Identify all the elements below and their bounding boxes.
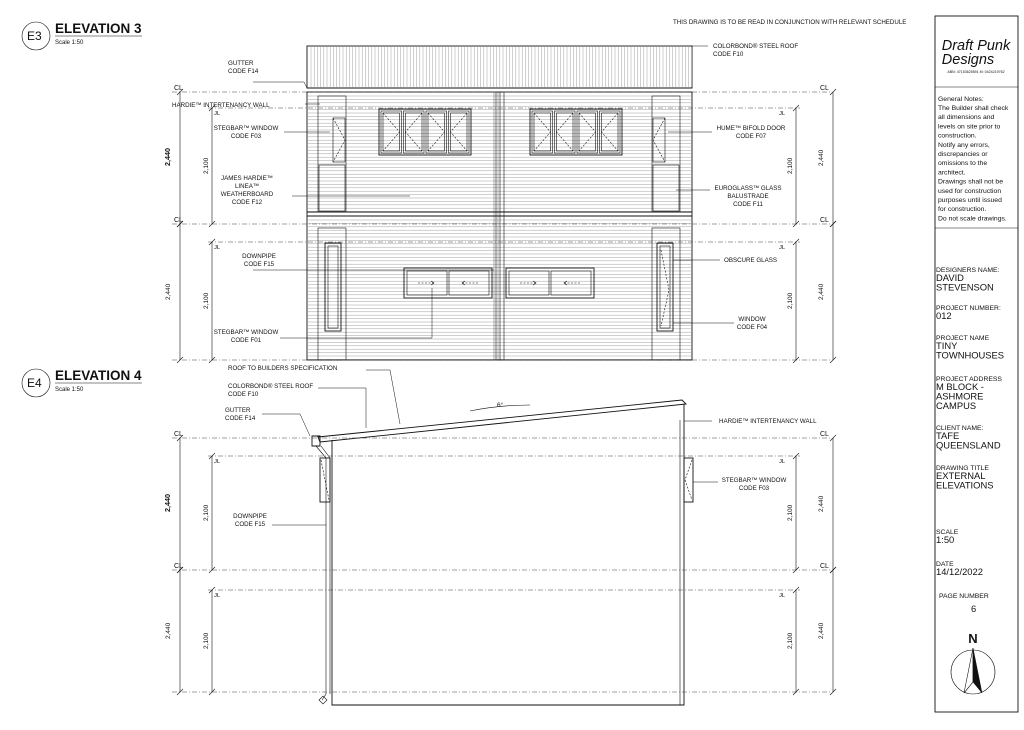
e4-wall: [332, 404, 684, 705]
e4-downpipe: [316, 446, 326, 700]
e3-label-weatherboard: LINEA™: [234, 183, 260, 190]
e3-level-cl-right: CL: [820, 85, 829, 92]
e3-dim-storey: 2,440: [818, 283, 825, 300]
project-address-value: ASHMORE: [936, 390, 984, 402]
e3-label-stegbar-upper: CODE F03: [230, 133, 262, 140]
elevation-3: [22, 21, 836, 363]
project-name-label: PROJECT NAME: [936, 335, 990, 342]
e3-stegbar-upper-right: [653, 118, 665, 162]
e4-gutter: [312, 436, 320, 446]
general-note-line: Drawings shall not be: [938, 178, 1003, 186]
schedule-notice: THIS DRAWING IS TO BE READ IN CONJUNCTION WITH RELEVANT SCHEDULE: [673, 19, 907, 26]
general-note-line: Notify any errors,: [938, 141, 990, 149]
e4-dim-storey: 2,440: [818, 495, 825, 512]
e4-stegbar-window-right: [684, 458, 693, 502]
client-name-value: TAFE: [936, 430, 960, 441]
north-arrow-icon: [951, 648, 995, 694]
e3-label-balustrade: CODE F11: [733, 201, 763, 208]
designer-name-label: DESIGNERS NAME:: [936, 267, 1000, 274]
e4-level-cl-right: CL: [820, 563, 829, 570]
drawing-title-value: EXTERNAL: [936, 470, 986, 481]
e3-dim-storey: 2,440: [163, 148, 172, 166]
general-note-line: used for construction: [938, 187, 1002, 195]
notes-heading: General Notes:: [938, 96, 984, 103]
e3-label-downpipe: DOWNPIPE: [242, 253, 276, 260]
e3-label-stegbar-lower: CODE F01: [230, 337, 262, 344]
e4-dim-window-head: 2,100: [203, 504, 210, 521]
scale-value: 1:50: [936, 534, 955, 545]
client-name-value: QUEENSLAND: [936, 439, 1001, 451]
e3-wall: [307, 92, 692, 360]
e4-label-gutter: GUTTER: [225, 407, 251, 414]
e3-label-gutter: GUTTER: [228, 60, 254, 67]
e4-level-jl-right: JL: [779, 459, 786, 465]
e3-sliding-window-right: [506, 268, 594, 298]
e4-level-jl-right: JL: [779, 593, 786, 599]
north-letter: N: [968, 631, 978, 646]
client-name-label: CLIENT NAME:: [936, 425, 984, 432]
e3-label-window-f04: WINDOW: [738, 316, 766, 323]
logo-line-1: Draft Punk: [941, 38, 1011, 54]
general-note-line: for construction.: [938, 206, 987, 214]
drawing-title-value: ELEVATIONS: [936, 479, 994, 491]
elevation-4: [22, 365, 836, 705]
general-note-line: Do not scale drawings.: [938, 215, 1007, 223]
e3-label-obscure-glass: OBSCURE GLASS: [724, 257, 777, 264]
e3-label-weatherboard: WEATHERBOARD: [220, 191, 274, 198]
e4-label-roof: COLORBOND® STEEL ROOF: [228, 383, 314, 390]
e4-label-stegbar: CODE F03: [738, 485, 770, 492]
e4-level-jl-left: JL: [214, 593, 221, 599]
e4-level-cl-right: CL: [820, 431, 829, 438]
e3-obscure-window-right: [657, 243, 673, 331]
e4-label-roof-spec: ROOF TO BUILDERS SPECIFICATION: [228, 365, 338, 372]
e3-label-roof: COLORBOND® STEEL ROOF: [713, 43, 799, 50]
e3-dim-storey: 2,440: [165, 283, 172, 300]
e3-bifold-door-right: [530, 109, 622, 155]
elevation-4-scale: Scale 1:50: [55, 387, 84, 393]
designer-name-value: STEVENSON: [936, 281, 994, 293]
elevation-3-scale: Scale 1:50: [55, 40, 84, 46]
general-note-line: levels on site prior to: [938, 123, 1001, 131]
e3-level-jl-left: JL: [214, 245, 221, 251]
e3-stegbar-lower-left: [325, 243, 341, 331]
project-number-value: 012: [936, 310, 952, 321]
e3-balustrade-right: [653, 165, 679, 211]
e3-label-window-f04: CODE F04: [736, 324, 768, 331]
e4-level-cl-left: CL: [174, 563, 183, 570]
project-number-label: PROJECT NUMBER:: [936, 305, 1001, 312]
e3-level-cl-left: CL: [174, 217, 183, 224]
e3-level-jl-left: JL: [214, 111, 221, 117]
drawing-title-label: DRAWING TITLE: [936, 465, 989, 472]
e3-dim-storey: 2,440: [818, 149, 825, 166]
e3-label-downpipe: CODE F15: [243, 261, 275, 268]
e3-sliding-window-left: [404, 268, 492, 298]
e3-balustrade-left: [319, 165, 345, 211]
e3-label-weatherboard: CODE F12: [231, 199, 263, 206]
e4-label-downpipe: CODE F15: [234, 521, 266, 528]
e4-dim-window-head: 2,100: [787, 632, 794, 649]
e3-level-cl-right: CL: [820, 217, 829, 224]
project-address-value: M BLOCK -: [936, 381, 984, 392]
general-note-line: omissions to the: [938, 160, 988, 168]
e4-label-stegbar: STEGBAR™ WINDOW: [721, 477, 787, 484]
general-note-line: The Builder shall check: [938, 105, 1009, 112]
e4-label-roof: CODE F10: [228, 391, 259, 398]
e4-label-intertenancy-wall: HARDIE™ INTERTENANCY WALL: [719, 418, 817, 425]
e3-label-roof: CODE F10: [713, 51, 744, 58]
e4-dim-window-head: 2,100: [203, 632, 210, 649]
e4-dim-storey: 2,440: [163, 494, 172, 512]
e3-stegbar-upper-left: [333, 118, 345, 162]
e3-label-bifold-door: HUME™ BIFOLD DOOR: [716, 125, 786, 132]
general-note-line: construction.: [938, 132, 977, 140]
page-number-value: 6: [971, 603, 977, 614]
logo-abn: ABN: 47153625591 M: 0424219762: [947, 70, 1005, 74]
general-note-line: architect.: [938, 169, 966, 177]
project-address-value: CAMPUS: [936, 400, 977, 411]
scale-label: SCALE: [936, 529, 959, 536]
e4-dim-window-head: 2,100: [787, 504, 794, 521]
designer-name-value: DAVID: [936, 272, 964, 283]
e4-label-gutter: CODE F14: [225, 415, 256, 422]
elevation-3-code: E3: [27, 29, 42, 43]
e3-label-balustrade: BALUSTRADE: [727, 193, 769, 200]
title-block: [935, 16, 1018, 712]
general-note-line: all dimensions and: [938, 114, 995, 122]
e3-label-intertenancy-wall: HARDIE™ INTERTENANCY WALL: [172, 102, 270, 109]
e4-stegbar-window-left: [320, 458, 330, 502]
e3-level-jl-right: JL: [779, 111, 786, 117]
elevation-4-code: E4: [27, 376, 42, 390]
e3-label-stegbar-lower: STEGBAR™ WINDOW: [213, 329, 279, 336]
e3-label-weatherboard: JAMES HARDIE™: [221, 175, 273, 182]
project-name-value: TINY: [936, 340, 958, 351]
e4-label-downpipe: DOWNPIPE: [233, 513, 267, 520]
date-label: DATE: [936, 561, 954, 568]
project-address-label: PROJECT ADDRESS: [936, 376, 1002, 383]
e3-label-bifold-door: CODE F07: [735, 133, 767, 140]
e3-dim-window-head: 2,100: [203, 157, 210, 174]
e3-level-cl-left: CL: [174, 85, 183, 92]
e3-label-balustrade: EUROGLASS™ GLASS: [714, 185, 782, 192]
e4-dim-storey: 2,440: [165, 622, 172, 639]
date-value: 14/12/2022: [936, 566, 983, 577]
e3-level-jl-right: JL: [779, 245, 786, 251]
general-note-line: discrepancies or: [938, 151, 988, 158]
project-name-value: TOWNHOUSES: [936, 349, 1005, 361]
e3-label-gutter: CODE F14: [228, 68, 259, 75]
elevation-4-title: ELEVATION 4: [55, 368, 142, 383]
e3-dim-window-head: 2,100: [787, 292, 794, 309]
e4-roof-pitch: 6°: [497, 402, 504, 409]
elevation-3-title: ELEVATION 3: [55, 21, 142, 36]
e4-level-cl-left: CL: [174, 431, 183, 438]
page-number-label: PAGE NUMBER: [939, 593, 989, 600]
e3-bifold-door-left: [379, 109, 471, 155]
e3-label-stegbar-upper: STEGBAR™ WINDOW: [213, 125, 279, 132]
e4-level-jl-left: JL: [214, 459, 221, 465]
e4-dim-storey: 2,440: [818, 622, 825, 639]
e3-dim-window-head: 2,100: [787, 157, 794, 174]
general-note-line: purposes until issued: [938, 197, 1002, 204]
logo-line-2: Designs: [941, 52, 995, 68]
e3-dim-window-head: 2,100: [203, 292, 210, 309]
